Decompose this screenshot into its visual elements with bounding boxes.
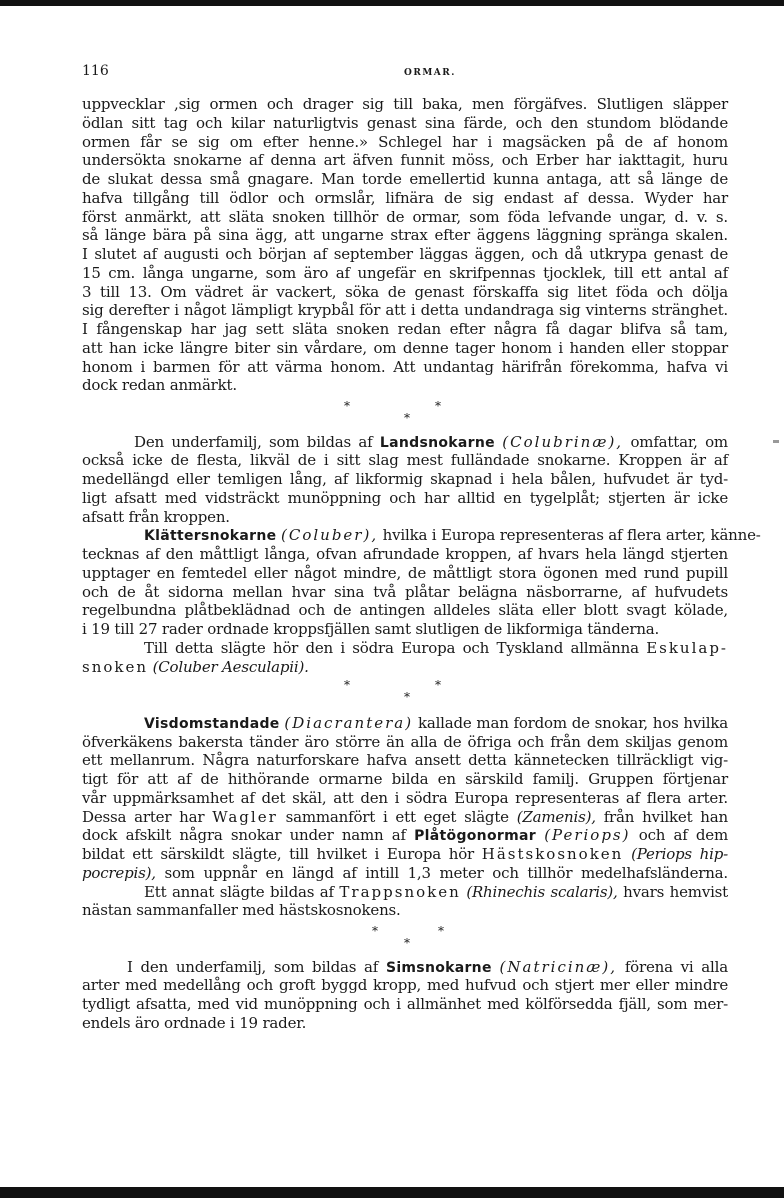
text-line: Till detta slägte hör den i södra Europa och Tyskland allmänna Eskulap-: [144, 638, 728, 657]
text-line: undersökta snokarne af denna art äfven funnit möss, och Erber har iakttagit, huru: [82, 151, 728, 170]
text-line: vår uppmärksamhet af det skäl, att den i södra Europa representeras af flera arter.: [82, 788, 728, 807]
text-line: ödlan sitt tag och kilar naturligtvis genast sina färde, och den stundom blödande: [82, 113, 728, 132]
text-line: ett mellanrum. Några naturforskare hafva ansett detta kännetecken tillräckligt vig-: [82, 751, 728, 770]
text-line: tecknas af den måttligt långa, ofvan afrundade kroppen, af hvars hela längd stjerten: [82, 545, 728, 563]
text-line: sig derefter i något lämpligt krypbål för att i detta undandraga sig vinterns stränghet.: [82, 301, 728, 320]
text-line: Den underfamilj, som bildas af Landsnokarne (Colubrinæ), omfattar, om: [134, 432, 728, 451]
scan-edge-top: [0, 0, 784, 6]
text-line: nästan sammanfaller med hästskosnokens.: [82, 901, 401, 920]
asterisk: *: [438, 924, 444, 938]
text-line: pocrepis), som uppnår en längd af intill 1,3 meter och tillhör medelhafsländerna.: [82, 863, 728, 882]
text-line: arter med medellång och groft byggd kropp, med hufvud och stjert mer eller mindre: [82, 976, 728, 995]
text-line: 15 cm. långa ungarne, som äro af ungefär en skrifpennas tjocklek, till ett antal af: [82, 263, 728, 282]
asterisk: *: [404, 936, 410, 950]
section-divider: [82, 676, 728, 714]
text-line: bildat ett särskildt slägte, till hvilket i Europa hör Hästskosnoken (Periops hip-: [82, 845, 728, 863]
text-line: dock afskilt några snokar under namn af Plåtögonormar (Periops) och af dem: [82, 826, 728, 845]
text-line: I den underfamilj, som bildas af Simsnokarne (Natricinæ), förena vi alla: [127, 957, 728, 976]
text-line: tydligt afsatta, med vid munöppning och i allmänhet med kölförsedda fjäll, som mer-: [82, 995, 728, 1013]
text-line: honom i barmen för att värma honom. Att undantag härifrån förekomma, hafva vi: [82, 357, 728, 376]
asterisk: *: [344, 678, 350, 693]
text-line: I slutet af augusti och början af september läggas äggen, och då utkrypa genast de: [82, 245, 728, 263]
text-line: och de åt sidorna mellan hvar sina två plåtar belägna näsborrarne, af hufvudets: [82, 582, 728, 601]
text-line: också icke de flesta, likväl de i sitt slag mest fulländade snokarne. Kroppen är af: [82, 451, 728, 470]
asterisk: *: [435, 678, 441, 693]
text-line: de slukat dessa små gnagare. Man torde emellertid kunna antaga, att så länge de: [82, 170, 728, 188]
asterisk: *: [404, 411, 410, 425]
text-line: dock redan anmärkt.: [82, 376, 237, 395]
text-line: först anmärkt, att släta snoken tillhör de ormar, som föda lefvande ungar, d. v. s.: [82, 207, 728, 226]
term-simsnokarne: Simsnokarne: [385, 959, 492, 976]
text-line: Dessa arter har Wagler sammanfört i ett eget slägte (Zamenis), från hvilket han: [82, 807, 728, 826]
text-line: Klättersnokarne (Coluber), hvilka i Europa representeras af flera arter, känne-: [144, 526, 761, 545]
asterisk: *: [372, 924, 378, 938]
text-line: i 19 till 27 rader ordnade kroppsfjällen samt slutligen de likformiga tänderna.: [82, 620, 660, 638]
text-line: regelbundna plåtbeklädnad och de antingen alldeles släta eller blott svagt kölade,: [82, 601, 728, 620]
text-line: afsatt från kroppen.: [82, 507, 230, 526]
term-visdomstandade: Visdomstandade: [144, 715, 280, 732]
term-platogonormar: Plåtögonormar: [414, 828, 536, 845]
text-line: endels äro ordnade i 19 rader.: [82, 1013, 307, 1032]
text-line: ligt afsatt med vidsträckt munöppning och har alltid en tygelplåt; stjerten är icke: [82, 488, 728, 507]
text-line: att han icke längre biter sin vårdare, om denne tager honom i handen eller stoppar: [82, 338, 728, 357]
text-line: I fångenskap har jag sett släta snoken redan efter några få dagar blifva så tam,: [82, 320, 728, 338]
asterisk: *: [344, 399, 350, 413]
section-divider: [82, 395, 728, 433]
asterisk: *: [404, 690, 410, 705]
text-line: 3 till 13. Om vädret är vackert, söka de genast förskaffa sig litet föda och dölja: [82, 282, 728, 301]
term-klattersnokarne: Klättersnokarne: [144, 528, 277, 545]
text-line: Ett annat slägte bildas af Trappsnoken (Rhinechis scalaris), hvars hemvist: [144, 882, 729, 901]
text-line: uppvecklar ,sig ormen och drager sig till baka, men förgäfves. Slutligen släpper: [82, 95, 728, 113]
section-divider: [82, 920, 728, 958]
text-block: [82, 95, 761, 1033]
text-line: så länge bära på sina ägg, att ungarne strax efter äggens läggning spränga skalen.: [82, 226, 728, 245]
running-head: ORMAR.: [404, 68, 456, 78]
text-line: medellängd eller temligen lång, af likformig skapnad i hela bålen, hufvudet är tyd-: [82, 470, 728, 488]
text-line: hafva tillgång till ödlor och ormslår, lifnära de sig endast af dessa. Wyder har: [82, 188, 728, 207]
text-line: Visdomstandade (Diacrantera) kallade man fordom de snokar, hos hvilka: [144, 713, 728, 732]
text-line: tigt för att af de hithörande ormarne bilda en särskild familj. Gruppen förtjenar: [82, 770, 728, 788]
text-line: upptager en femtedel eller något mindre, de måttligt stora ögonen med rund pupill: [82, 563, 728, 582]
text-line: öfverkäkens bakersta tänder äro större än alla de öfriga och från dem skiljas genom: [82, 732, 728, 751]
scan-mark: [773, 440, 779, 443]
asterisk: *: [435, 399, 441, 413]
text-line: snoken (Coluber Aesculapii).: [82, 657, 309, 676]
text-line: ormen får se sig om efter henne.» Schlegel har i magsäcken på de af honom: [82, 132, 728, 151]
term-landsnokarne: Landsnokarne: [379, 434, 495, 451]
page-number: 116: [82, 63, 109, 79]
scan-edge-bottom: [0, 1187, 784, 1198]
